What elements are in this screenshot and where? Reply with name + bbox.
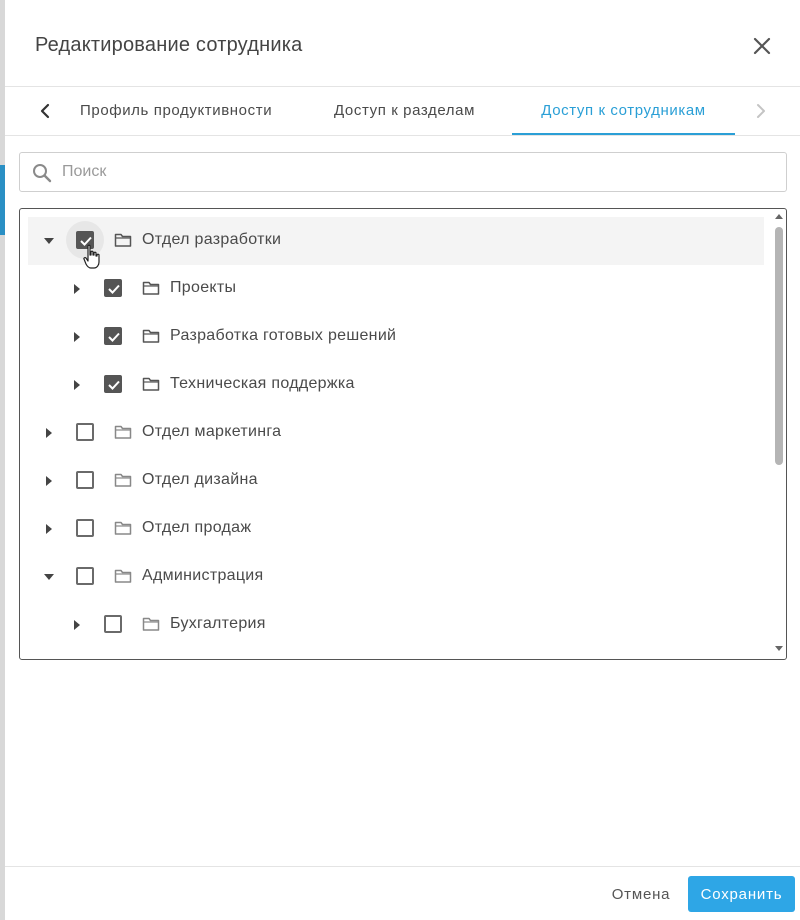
checkbox-sales[interactable] <box>76 519 94 537</box>
tab-bar <box>5 87 800 136</box>
cancel-button[interactable]: Отмена <box>601 877 681 911</box>
checkbox-marketing[interactable] <box>76 423 94 441</box>
tab-productivity-profile[interactable]: Профиль продуктивности <box>80 102 273 119</box>
tree-row-projects[interactable] <box>28 265 764 313</box>
tree-item-label: Отдел дизайна <box>142 471 258 488</box>
tab-employee-access[interactable]: Доступ к сотрудникам <box>512 87 735 135</box>
hand-cursor-icon <box>83 244 101 270</box>
folder-icon <box>142 616 160 632</box>
close-button[interactable] <box>749 33 775 59</box>
caret-down-icon[interactable] <box>42 234 56 248</box>
checkbox-projects[interactable] <box>104 279 122 297</box>
close-icon <box>749 33 775 59</box>
caret-down-icon[interactable] <box>42 570 56 584</box>
department-tree <box>19 208 787 660</box>
folder-icon <box>142 328 160 344</box>
tab-section-access[interactable]: Доступ к разделам <box>334 102 475 119</box>
scroll-up-icon[interactable] <box>775 212 783 220</box>
checkbox-ready-solutions[interactable] <box>104 327 122 345</box>
tab-scroll-right-button[interactable] <box>750 100 772 122</box>
checkbox-design[interactable] <box>76 471 94 489</box>
caret-right-icon[interactable] <box>70 282 84 296</box>
caret-right-icon[interactable] <box>70 378 84 392</box>
tree-row-tech-support[interactable] <box>28 361 764 409</box>
chevron-right-icon <box>750 100 772 122</box>
folder-icon <box>114 568 132 584</box>
folder-icon <box>114 424 132 440</box>
checkbox-tech-support[interactable] <box>104 375 122 393</box>
folder-icon <box>142 280 160 296</box>
tree-item-label: Проекты <box>170 279 237 296</box>
dialog-title: Редактирование сотрудника <box>35 34 303 56</box>
search-field <box>19 152 787 192</box>
tree-row-accounting[interactable] <box>28 601 764 649</box>
dialog-footer <box>5 866 800 920</box>
tree-item-label: Отдел продаж <box>142 519 252 536</box>
search-icon <box>32 163 52 183</box>
caret-right-icon[interactable] <box>70 618 84 632</box>
tree-row-development[interactable] <box>28 217 764 265</box>
tree-item-label: Бухгалтерия <box>170 615 266 632</box>
scroll-down-icon[interactable] <box>775 645 783 653</box>
folder-icon <box>142 376 160 392</box>
tree-item-label: Отдел маркетинга <box>142 423 282 440</box>
save-button[interactable]: Сохранить <box>688 876 795 912</box>
caret-right-icon[interactable] <box>42 474 56 488</box>
tab-scroll-left-button[interactable] <box>34 100 56 122</box>
caret-right-icon[interactable] <box>42 522 56 536</box>
folder-icon <box>114 232 132 248</box>
dialog-header <box>5 0 800 87</box>
tree-item-label: Техническая поддержка <box>170 375 355 392</box>
tree-row-design[interactable] <box>28 457 764 505</box>
tree-item-label: Администрация <box>142 567 264 584</box>
checkbox-administration[interactable] <box>76 567 94 585</box>
check-icon <box>107 378 121 392</box>
caret-right-icon[interactable] <box>42 426 56 440</box>
check-icon <box>107 330 121 344</box>
search-input[interactable] <box>62 153 762 191</box>
tree-item-label: Отдел разработки <box>142 231 282 248</box>
folder-icon <box>114 472 132 488</box>
caret-right-icon[interactable] <box>70 330 84 344</box>
tree-row-administration[interactable] <box>28 553 764 601</box>
chevron-left-icon <box>34 100 56 122</box>
tree-row-marketing[interactable] <box>28 409 764 457</box>
tree-row-sales[interactable] <box>28 505 764 553</box>
tree-row-ready-solutions[interactable] <box>28 313 764 361</box>
scrollbar-thumb[interactable] <box>775 227 783 465</box>
folder-icon <box>114 520 132 536</box>
check-icon <box>107 282 121 296</box>
tree-item-label: Разработка готовых решений <box>170 327 397 344</box>
edit-employee-dialog <box>5 0 800 920</box>
checkbox-accounting[interactable] <box>104 615 122 633</box>
